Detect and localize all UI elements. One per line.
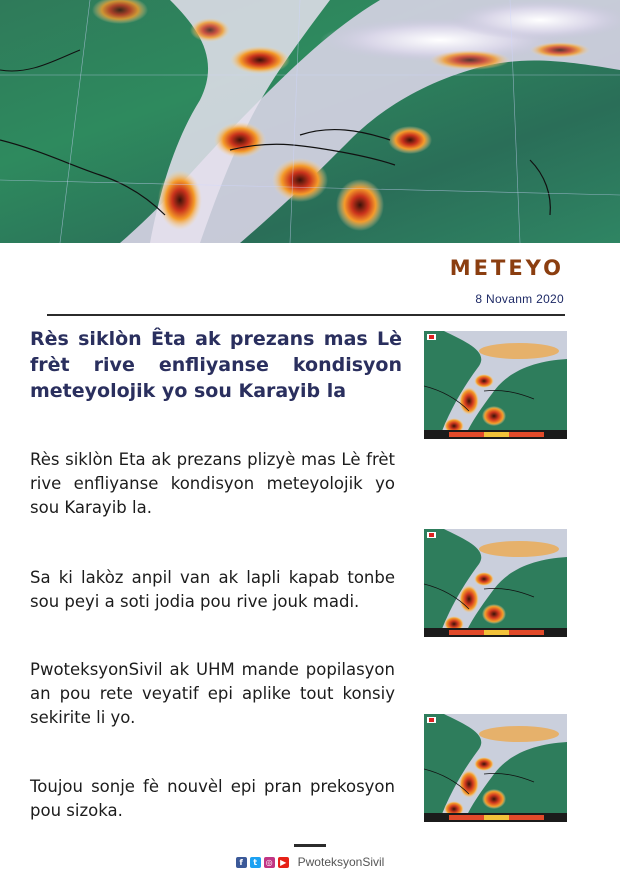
satellite-thumbnail-3 <box>424 714 567 822</box>
social-handle: PwoteksyonSivil <box>297 855 385 869</box>
footer <box>0 855 620 869</box>
paragraph-3: PwoteksyonSivil ak UHM mande popilasyon an pou rete veyatif epi aplike tout konsiy sekirite li yo. <box>30 660 395 727</box>
header-divider <box>47 314 565 316</box>
paragraph-4: Toujou sonje fè nouvèl epi pran prekosyon pou sizoka. <box>30 777 395 820</box>
instagram-icon[interactable]: ◎ <box>264 857 275 868</box>
satellite-thumbnail-2 <box>424 529 567 637</box>
section-label: METEYO <box>449 256 564 280</box>
satellite-thumbnail-1 <box>424 331 567 439</box>
facebook-icon[interactable]: f <box>236 857 247 868</box>
paragraph-2: Sa ki lakòz anpil van ak lapli kapab tonbe sou peyi a soti jodia pou rive jouk madi. <box>30 568 395 611</box>
headline: Rès siklòn Êta ak prezans mas Lè frèt rive enfliyanse kondisyon meteyolojik yo sou Karayib la <box>30 328 402 402</box>
satellite-banner-image <box>0 0 620 243</box>
publish-date: 8 Novanm 2020 <box>475 292 564 306</box>
footer-divider <box>294 844 326 847</box>
twitter-icon[interactable]: t <box>250 857 261 868</box>
satellite-map-graphic <box>0 0 620 243</box>
paragraph-1: Rès siklòn Eta ak prezans plizyè mas Lè frèt rive enfliyanse kondisyon meteyolojik yo sou Karayib la. <box>30 450 395 517</box>
youtube-icon[interactable]: ▶ <box>278 857 289 868</box>
